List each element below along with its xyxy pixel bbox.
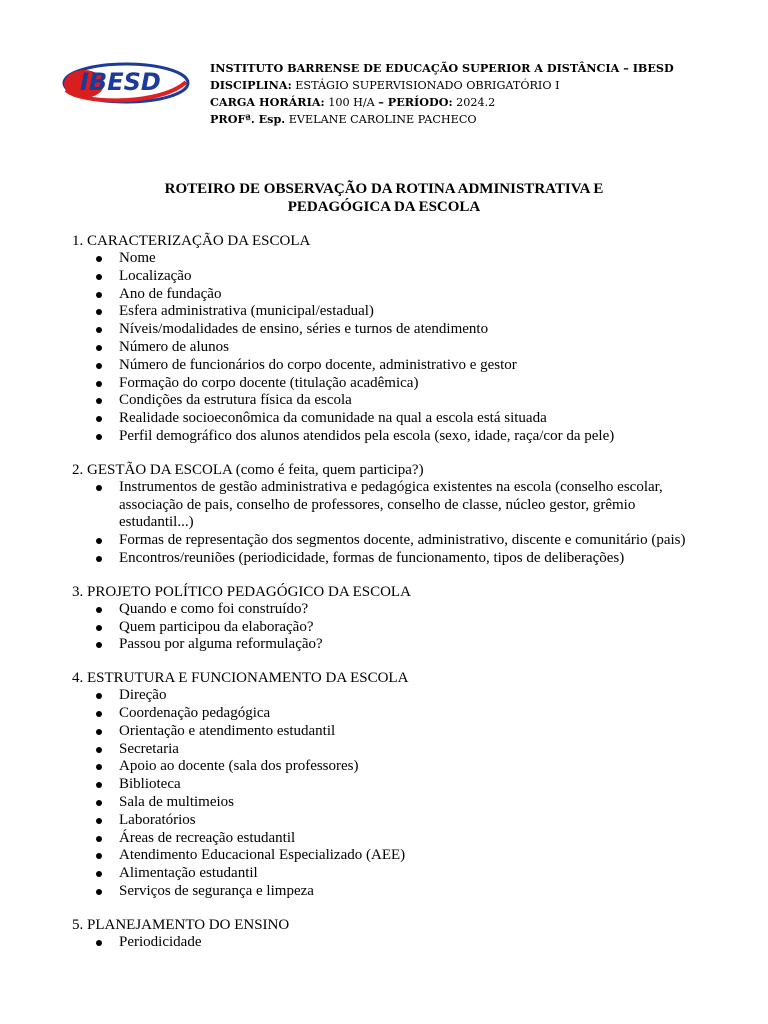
bullet-icon — [96, 818, 102, 824]
list-item — [72, 268, 702, 286]
bullet-icon — [96, 345, 102, 351]
list-item — [72, 758, 702, 776]
list-item — [72, 357, 702, 375]
list-item — [72, 776, 702, 794]
section-2 — [72, 461, 702, 568]
header-workload: CARGA HORÁRIA: 100 H/A – PERÍODO: 2024.2 — [210, 95, 496, 109]
list-item-text: Laboratórios — [119, 811, 196, 828]
bullet-icon — [96, 256, 102, 262]
list-item-text: Realidade socioeconômica da comunidade na qual a escola está situada — [119, 410, 547, 427]
list-item — [72, 410, 702, 428]
list-item-text: Alimentação estudantil — [119, 865, 258, 882]
list-item-text: Localização — [119, 267, 192, 284]
list-item-text: Perfil demográfico dos alunos atendidos pela escola (sexo, idade, raça/cor da pele) — [119, 427, 615, 444]
bullet-icon — [96, 889, 102, 895]
bullet-icon — [96, 764, 102, 770]
list-item-text: Quando e como foi construído? — [119, 600, 309, 617]
bullet-list — [72, 934, 702, 952]
list-item — [72, 479, 702, 532]
section-1 — [72, 232, 702, 446]
bullet-icon — [96, 556, 102, 562]
bullet-icon — [96, 434, 102, 440]
section-3 — [72, 583, 702, 654]
list-item — [72, 865, 702, 883]
section-heading: 3. PROJETO POLÍTICO PEDAGÓGICO DA ESCOLA — [72, 583, 411, 600]
list-item — [72, 286, 702, 304]
list-item — [72, 392, 702, 410]
svg-text:IBESD: IBESD — [80, 68, 161, 96]
list-item — [72, 321, 702, 339]
list-item — [72, 830, 702, 848]
list-item-text: Esfera administrativa (municipal/estadual) — [119, 303, 374, 320]
list-item — [72, 339, 702, 357]
list-item-text: Níveis/modalidades de ensino, séries e turnos de atendimento — [119, 321, 489, 338]
bullet-icon — [96, 538, 102, 544]
bullet-icon — [96, 729, 102, 735]
list-item — [72, 428, 702, 446]
list-item — [72, 883, 702, 901]
bullet-icon — [96, 398, 102, 404]
list-item — [72, 741, 702, 759]
bullet-icon — [96, 711, 102, 717]
list-item-text: Sala de multimeios — [119, 793, 234, 810]
section-heading: 2. GESTÃO DA ESCOLA (como é feita, quem participa?) — [72, 461, 424, 478]
section-heading: 4. ESTRUTURA E FUNCIONAMENTO DA ESCOLA — [72, 670, 409, 687]
bullet-list — [72, 687, 702, 901]
list-item-text: Direção — [119, 687, 167, 704]
list-item — [72, 812, 702, 830]
list-item — [72, 303, 702, 321]
bullet-icon — [96, 940, 102, 946]
section-heading: 1. CARACTERIZAÇÃO DA ESCOLA — [72, 233, 311, 249]
bullet-icon — [96, 693, 102, 699]
list-item-text: Número de alunos — [119, 338, 229, 355]
list-item — [72, 687, 702, 705]
list-item — [72, 250, 702, 268]
list-item-text: Secretaria — [119, 740, 179, 757]
bullet-icon — [96, 853, 102, 859]
document-title: ROTEIRO DE OBSERVAÇÃO DA ROTINA ADMINISTRATIVA E PEDAGÓGICA DA ESCOLA — [164, 181, 604, 215]
bullet-icon — [96, 416, 102, 422]
list-item — [72, 723, 702, 741]
list-item-text: Formação do corpo docente (titulação acadêmica) — [119, 374, 419, 391]
list-item-text: Atendimento Educacional Especializado (AEE) — [119, 847, 406, 864]
bullet-icon — [96, 871, 102, 877]
document-body — [72, 232, 702, 967]
list-item — [72, 601, 702, 619]
bullet-icon — [96, 292, 102, 298]
section-5 — [72, 916, 702, 952]
bullet-icon — [96, 327, 102, 333]
list-item — [72, 532, 702, 550]
bullet-icon — [96, 836, 102, 842]
bullet-icon — [96, 309, 102, 315]
bullet-icon — [96, 607, 102, 613]
list-item-text: Orientação e atendimento estudantil — [119, 722, 336, 739]
header-professor: PROFª. Esp. EVELANE CAROLINE PACHECO — [210, 112, 477, 126]
list-item-text: Apoio ao docente (sala dos professores) — [119, 758, 359, 775]
list-item-text: Áreas de recreação estudantil — [119, 829, 296, 846]
bullet-list — [72, 479, 702, 568]
list-item-text: Biblioteca — [119, 776, 181, 793]
list-item — [72, 847, 702, 865]
list-item-text: Periodicidade — [119, 933, 202, 950]
bullet-icon — [96, 782, 102, 788]
list-item-text: Nome — [119, 250, 156, 266]
list-item — [72, 794, 702, 812]
list-item — [72, 619, 702, 637]
list-item — [72, 550, 702, 568]
header-discipline: DISCIPLINA: ESTÁGIO SUPERVISIONADO OBRIGATÓRIO I — [210, 78, 560, 92]
bullet-icon — [96, 625, 102, 631]
bullet-icon — [96, 747, 102, 753]
bullet-icon — [96, 363, 102, 369]
bullet-list — [72, 601, 702, 654]
bullet-icon — [96, 800, 102, 806]
list-item-text: Coordenação pedagógica — [119, 704, 271, 721]
section-4 — [72, 669, 702, 901]
list-item — [72, 636, 702, 654]
bullet-icon — [96, 642, 102, 648]
list-item-text: Número de funcionários do corpo docente, administrativo e gestor — [119, 356, 517, 373]
list-item-text: Instrumentos de gestão administrativa e pedagógica existentes na escola (conselho escolar, associação de pais, conselho de professores, conselho de classe, núcleo gestor, grêmio estudantil...) — [119, 478, 663, 531]
ibesd-logo — [60, 60, 190, 106]
list-item-text: Ano de fundação — [119, 285, 222, 302]
list-item-text: Serviços de segurança e limpeza — [119, 882, 314, 899]
list-item-text: Formas de representação dos segmentos docente, administrativo, discente e comunitário (pais) — [119, 532, 686, 549]
institution-header — [210, 60, 750, 128]
bullet-icon — [96, 274, 102, 280]
list-item-text: Encontros/reuniões (periodicidade, formas de funcionamento, tipos de deliberações) — [119, 549, 625, 566]
bullet-list — [72, 250, 702, 446]
list-item — [72, 705, 702, 723]
section-heading: 5. PLANEJAMENTO DO ENSINO — [72, 916, 290, 933]
list-item-text: Condições da estrutura física da escola — [119, 392, 352, 409]
header-institution: INSTITUTO BARRENSE DE EDUCAÇÃO SUPERIOR A DISTÂNCIA – IBESD — [210, 61, 674, 75]
bullet-icon — [96, 381, 102, 387]
list-item — [72, 375, 702, 393]
list-item — [72, 934, 702, 952]
bullet-icon — [96, 485, 102, 491]
list-item-text: Quem participou da elaboração? — [119, 618, 314, 635]
list-item-text: Passou por alguma reformulação? — [119, 636, 323, 653]
